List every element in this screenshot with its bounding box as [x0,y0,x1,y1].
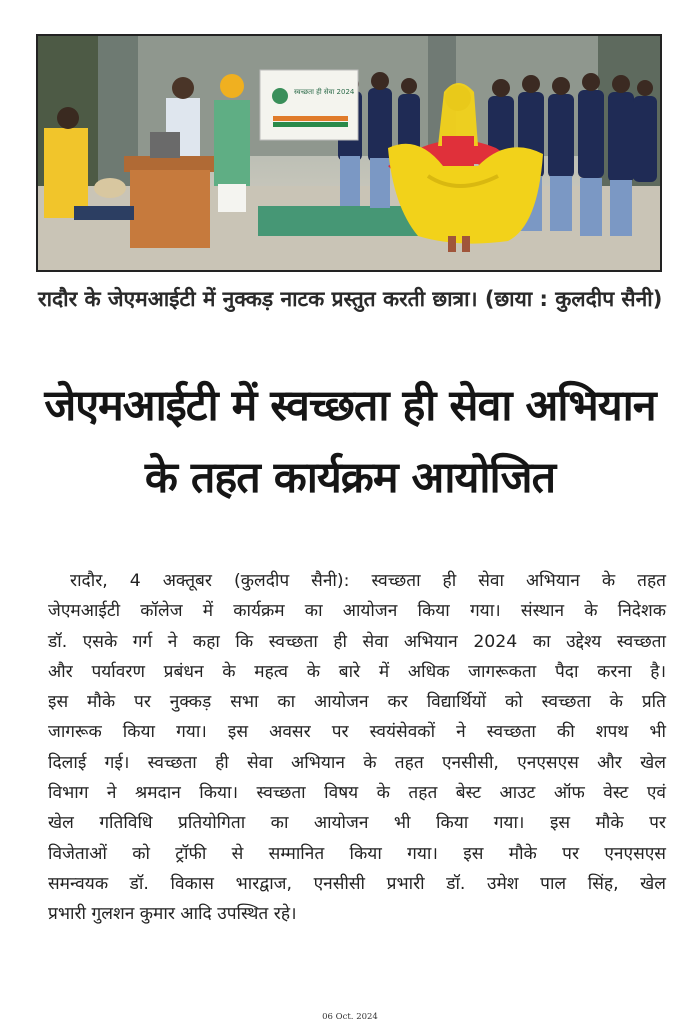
headline [30,370,670,514]
banner-text: स्वच्छता ही सेवा 2024 [294,88,355,96]
headline-line-1: जेएमआईटी में स्वच्छता ही सेवा अभियान [44,381,656,431]
article-line: और पर्यावरण प्रबंधन के महत्व के बारे में अधिक जागरूकता पैदा करना है। [48,661,666,682]
news-photo [36,34,662,272]
article-line: डॉ. एसके गर्ग ने कहा कि स्वच्छता ही सेवा अभियान 2024 का उद्देश्य स्वच्छता [48,631,666,652]
article-line: विजेताओं को ट्रॉफी से सम्मानित किया गया। इस मौके पर एनएसएस [48,843,666,864]
drummer [44,128,88,218]
campaign-banner [260,70,358,140]
article-line: इस मौके पर नुक्कड़ सभा का आयोजन कर विद्यार्थियों को स्वच्छता के प्रति [48,692,666,713]
article-line: रादौर, 4 अक्तूबर (कुलदीप सैनी): स्वच्छता ही सेवा अभियान के तहत [70,571,666,591]
green-mat [258,206,418,236]
photo-illustration [38,36,660,270]
article-line: खेल गतिविधि प्रतियोगिता का आयोजन भी किया गया। इस मौके पर [48,813,666,834]
article-line: जागरूक किया गया। इस अवसर पर स्वयंसेवकों ने स्वच्छता की शपथ भी [48,722,666,743]
photo-caption: रादौर के जेएमआईटी में नुक्कड़ नाटक प्रस्तुत करती छात्रा। (छाया : कुलदीप सैनी) [38,287,663,311]
article-line: समन्वयक डॉ. विकास भारद्वाज, एनसीसी प्रभारी डॉ. उमेश पाल सिंह, खेल [48,873,666,894]
date-stamp: 06 Oct. 2024 [322,1012,378,1022]
article-body [48,566,666,930]
headline-line-2: के तहत कार्यक्रम आयोजित [144,453,556,503]
article-line: विभाग ने श्रमदान किया। स्वच्छता विषय के तहत बेस्ट आउट ऑफ वेस्ट एवं [48,783,666,804]
article-line: प्रभारी गुलशन कुमार आदि उपस्थित रहे। [48,904,297,925]
table [124,156,214,172]
article-line: जेएमआईटी कॉलेज में कार्यक्रम का आयोजन किया गया। संस्थान के निदेशक [48,601,666,622]
article-line: दिलाई गई। स्वच्छता ही सेवा अभियान के तहत एनसीसी, एनएसएस और खेल [48,752,666,773]
person [214,100,250,186]
